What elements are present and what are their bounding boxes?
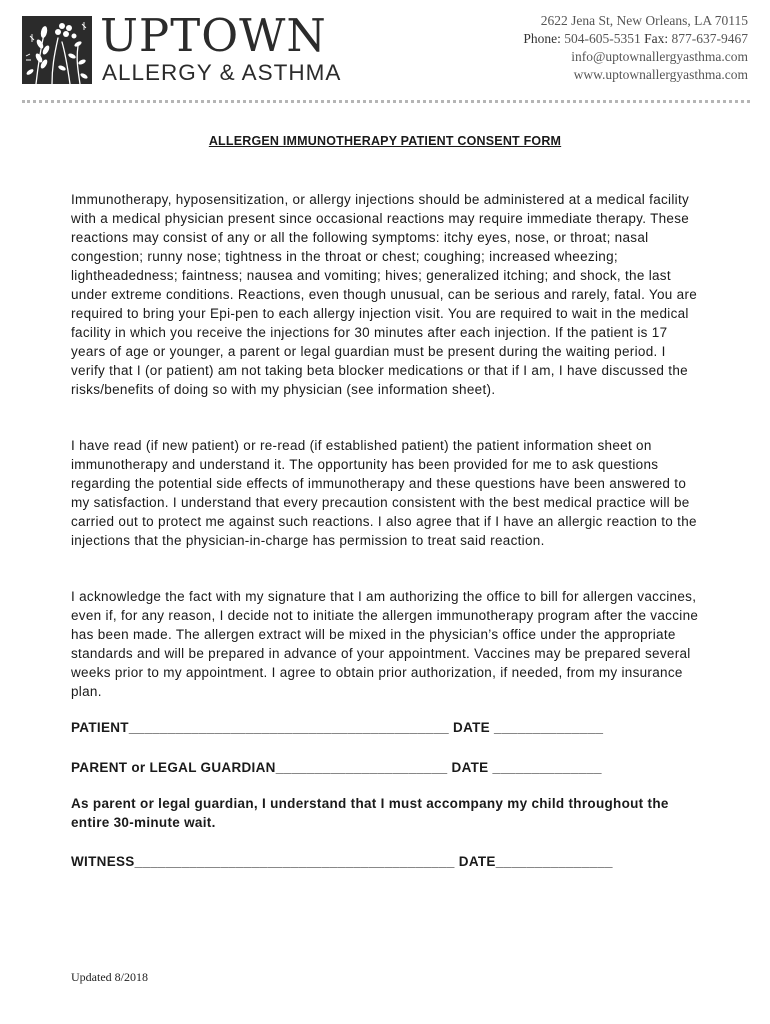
guardian-note: As parent or legal guardian, I understand that I must accompany my child throughout the entire 30-minute wait. — [71, 796, 669, 830]
brand-name: UPTOWN — [100, 9, 327, 62]
form-title: ALLERGEN IMMUNOTHERAPY PATIENT CONSENT FORM — [208, 134, 562, 148]
header-divider — [22, 100, 750, 103]
fax-number: 877-637-9467 — [671, 31, 748, 46]
botanical-logo-icon — [22, 16, 92, 84]
paragraph-acknowledgement: I have read (if new patient) or re-read (if established patient) the patient information sheet on immunotherapy and understand it. The opportunity has been provided for me to ask questions regarding the potential side effects of immunotherapy and these questions have been answered to my satisfaction. I understand that every precaution consistent with the best medical practice will be carried out to protect me against such reactions. I also agree that if I have an allergic reaction to the injections that the physician-in-charge has permission to treat said reaction. — [71, 438, 697, 548]
contact-block — [523, 12, 748, 84]
patient-signature-line[interactable]: PATIENT_________________________________________ DATE ______________ — [71, 720, 604, 735]
email-link[interactable]: info@uptownallergyasthma.com — [571, 49, 748, 64]
brand-subtitle: ALLERGY & ASTHMA — [102, 60, 342, 85]
fax-label: Fax: — [644, 31, 669, 46]
witness-signature-line[interactable]: WITNESS_________________________________________ DATE_______________ — [71, 854, 613, 869]
botanical-logo-art — [22, 16, 92, 84]
guardian-signature-line[interactable]: PARENT or LEGAL GUARDIAN______________________ DATE ______________ — [71, 760, 602, 775]
letterhead — [0, 0, 770, 105]
paragraph-side-effects: Immunotherapy, hyposensitization, or allergy injections should be administered at a medical facility with a medical physician present since occasional reactions may require immediate therapy. These reactions may consist of any or all the following symptoms: itchy eyes, nose, or throat; nasal congestion; runny nose; tightness in the throat or chest; coughing; increased wheezing; lightheadedness; faintness; nausea and vomiting; hives; generalized itching; and shock, the last under extreme conditions. Reactions, even though unusual, can be serious and rarely, fatal. You are required to bring your Epi-pen to each allergy injection visit. You are required to wait in the medical facility in which you receive the injections for 30 minutes after each injection. If the patient is 17 years of age or younger, a parent or legal guardian must be present during the waiting period. I verify that I (or patient) am not taking beta blocker medications or that if I am, I have discussed the risks/benefits of doing so with my physician (see information sheet). — [71, 192, 698, 397]
website-link[interactable]: www.uptownallergyasthma.com — [573, 67, 748, 82]
updated-date: Updated 8/2018 — [71, 970, 148, 984]
phone-number: 504-605-5351 — [564, 31, 641, 46]
phone-fax-line — [523, 30, 748, 48]
phone-label: Phone: — [523, 31, 561, 46]
paragraph-billing: I acknowledge the fact with my signature that I am authorizing the office to bill for allergen vaccines, even if, for any reason, I decide not to initiate the allergen immunotherapy program after the vaccine has been made. The allergen extract will be mixed in the physician’s office under the appropriate standards and will be prepared in advance of your appointment. Vaccines may be prepared several weeks prior to my appointment. I agree to obtain prior authorization, if needed, from my insurance plan. — [71, 589, 699, 699]
address: 2622 Jena St, New Orleans, LA 70115 — [540, 13, 748, 28]
